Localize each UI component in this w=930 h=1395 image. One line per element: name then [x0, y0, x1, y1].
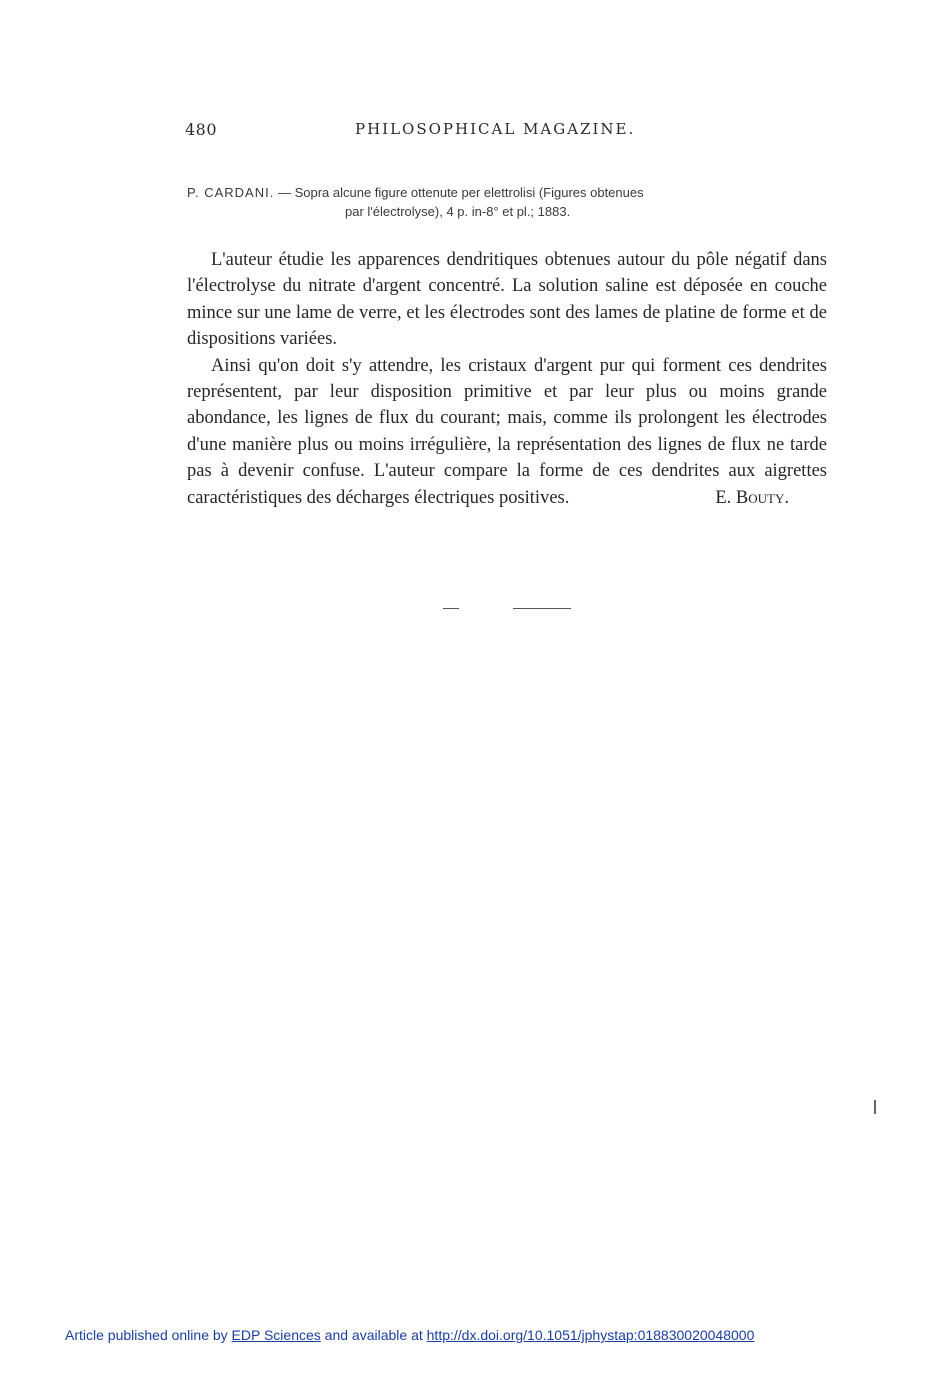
separator-rule-short: [443, 608, 459, 609]
edp-sciences-link[interactable]: EDP Sciences: [231, 1327, 321, 1343]
doi-link[interactable]: http://dx.doi.org/10.1051/jphystap:018830020048000: [426, 1327, 755, 1343]
running-title: PHILOSOPHICAL MAGAZINE.: [355, 120, 636, 138]
scan-artifact: [874, 1100, 876, 1114]
paragraph-2-text: Ainsi qu'on doit s'y attendre, les cristaux d'argent pur qui forment ces dendrites représentent, par leur disposition primitive et par leur plus ou moins grande abondance, les lignes de flux du courant; mais, comme ils prolongent les électrodes d'une manière plus ou moins irrégulière, la représentation des lignes de flux ne tarde pas à devenir confuse. L'auteur compare la forme de ces dendrites aux aigrettes caractéristiques des décharges électriques positives.: [187, 355, 827, 508]
page-number: 480: [185, 120, 218, 139]
citation: [187, 183, 832, 221]
citation-title: — Sopra alcune figure ottenute per elettrolisi (Figures obtenues: [274, 185, 644, 200]
footer-prefix: Article published online by: [65, 1327, 232, 1343]
citation-author: P. CARDANI.: [187, 185, 275, 200]
article-body: [187, 247, 827, 511]
separator-rule-long: [513, 608, 571, 609]
publication-footer: [65, 1327, 754, 1343]
paragraph-2: [187, 353, 827, 511]
paragraph-1: L'auteur étudie les apparences dendritiques obtenues autour du pôle négatif dans l'électrolyse du nitrate d'argent concentré. La solution saline est déposée en couche mince sur une lame de verre, et les électrodes sont des lames de platine de forme et de dispositions variées.: [187, 250, 827, 350]
footer-middle: and available at: [320, 1327, 427, 1343]
page-header: [185, 120, 830, 144]
citation-details: par l'électrolyse), 4 p. in-8° et pl.; 1883.: [345, 204, 571, 219]
author-signature: E. Bouty.: [715, 487, 789, 508]
